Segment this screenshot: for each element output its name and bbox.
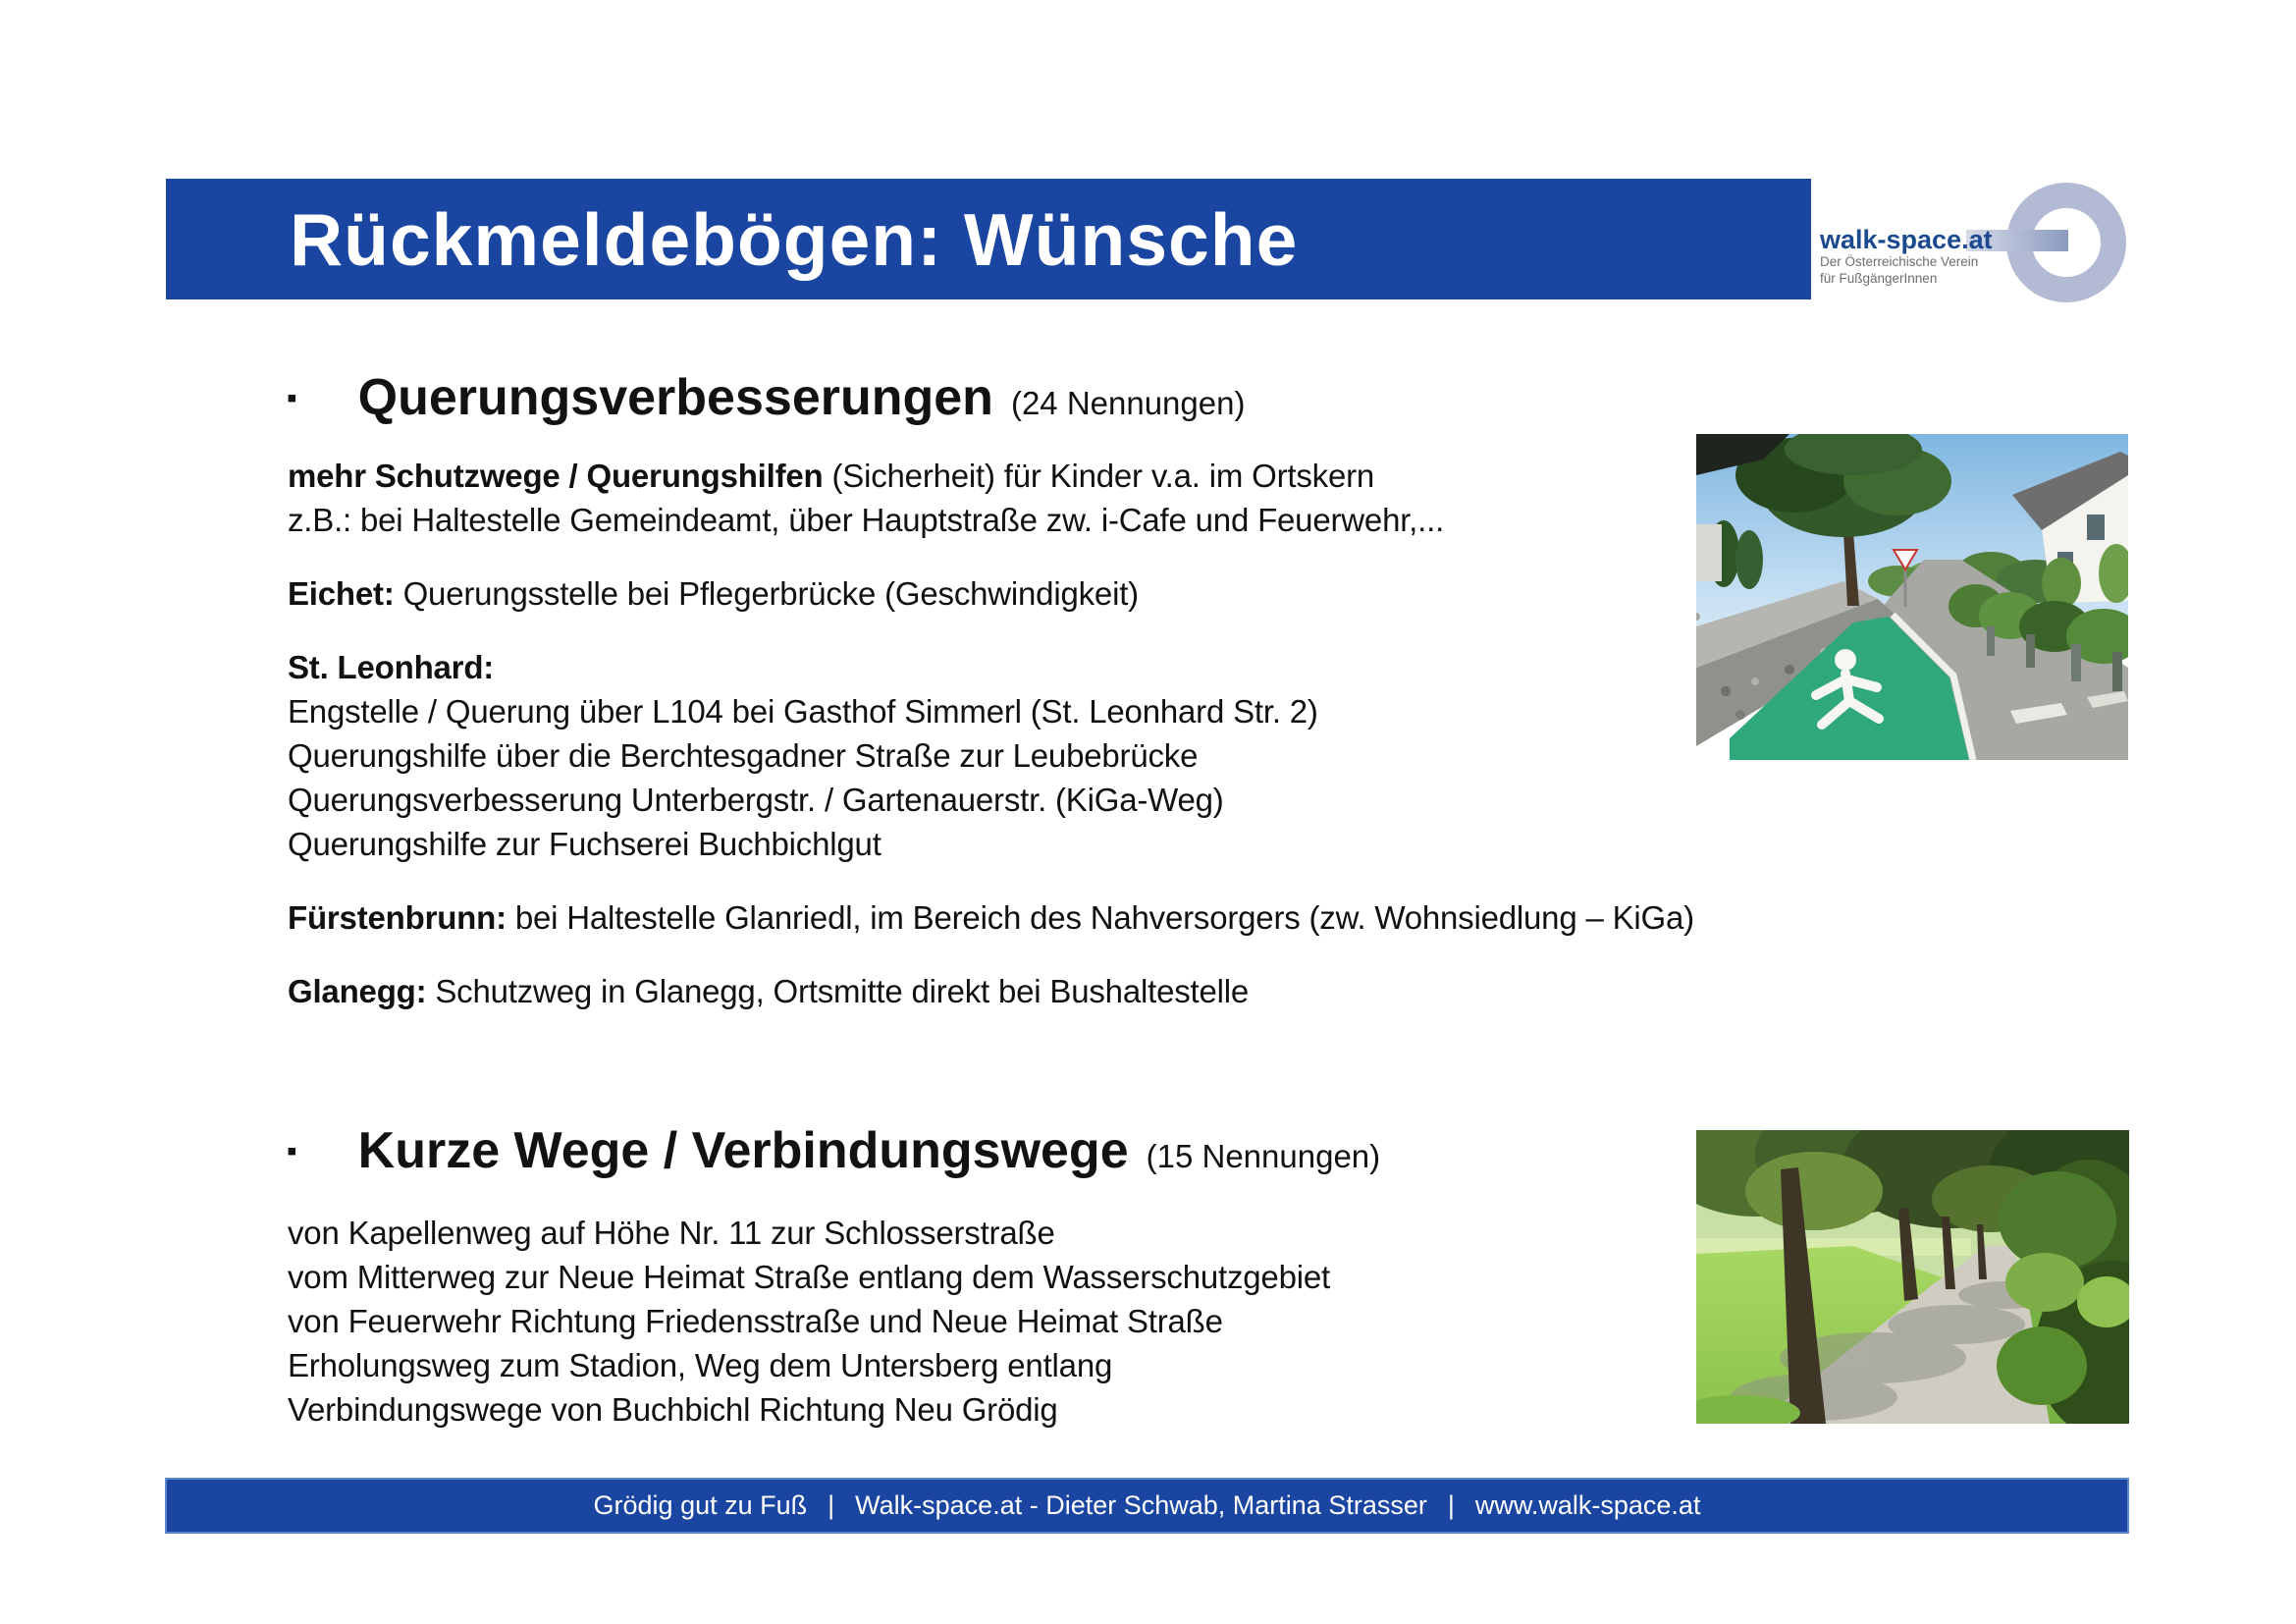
- section2-body: [288, 1211, 1897, 1432]
- section2-heading-text: Kurze Wege / Verbindungswege: [357, 1122, 1129, 1179]
- paragraph-verbindungswege: [288, 1211, 1897, 1432]
- section1-heading-text: Querungsverbesserungen: [357, 369, 993, 426]
- bullet-icon: ▪: [287, 382, 297, 414]
- bullet-icon: ▪: [287, 1135, 297, 1167]
- header-bar: [166, 179, 1811, 299]
- paragraph-text: Verbindungswege von Buchbichl Richtung Neu Grödig: [288, 1391, 1058, 1428]
- paragraph-glanegg: [288, 969, 1897, 1013]
- paragraph-st-leonhard: [288, 645, 1897, 866]
- section-heading-kurze-wege: [287, 1121, 1380, 1180]
- logo-subtitle-line1: Der Österreichische Verein: [1820, 254, 1979, 269]
- footer-project-name: Grödig gut zu Fuß: [593, 1490, 808, 1520]
- paragraph-lead-bold: Glanegg:: [288, 973, 427, 1009]
- section-heading-querungsverbesserungen: [287, 368, 1245, 427]
- footer-separator: |: [1447, 1490, 1455, 1520]
- paragraph-lead-bold: Eichet:: [288, 575, 395, 612]
- right-foliage: [1997, 1160, 2129, 1424]
- paragraph-text: Querungsstelle bei Pflegerbrücke (Geschwindigkeit): [394, 575, 1139, 612]
- footer-authors: Walk-space.at - Dieter Schwab, Martina Strasser: [855, 1490, 1427, 1520]
- page-title: Rückmeldebögen: Wünsche: [290, 197, 1299, 281]
- walkspace-logo: [1818, 165, 2201, 312]
- logo-brand-text: walk-space.at: [1820, 225, 1993, 254]
- paragraph-text: von Kapellenweg auf Höhe Nr. 11 zur Schlosserstraße: [288, 1215, 1055, 1251]
- paragraph-text: vom Mitterweg zur Neue Heimat Straße entlang dem Wasserschutzgebiet: [288, 1259, 1330, 1295]
- paragraph-lead-bold: mehr Schutzwege / Querungshilfen: [288, 458, 824, 494]
- paragraph-text: Querungshilfe zur Fuchserei Buchbichlgut: [288, 826, 881, 862]
- paragraph-text: bei Haltestelle Glanriedl, im Bereich des Nahversorgers (zw. Wohnsiedlung – KiGa): [506, 899, 1694, 936]
- paragraph-text: (Sicherheit) für Kinder v.a. im Ortskern: [823, 458, 1375, 494]
- paragraph-text: z.B.: bei Haltestelle Gemeindeamt, über Hauptstraße zw. i-Cafe und Feuerwehr,...: [288, 502, 1445, 538]
- footer-website: www.walk-space.at: [1474, 1490, 1701, 1520]
- paragraph-text: Schutzweg in Glanegg, Ortsmitte direkt bei Bushaltestelle: [426, 973, 1250, 1009]
- section2-count: (15 Nennungen): [1146, 1138, 1381, 1174]
- paragraph-fuerstenbrunn: [288, 895, 1897, 940]
- section1-count: (24 Nennungen): [1010, 385, 1246, 421]
- paragraph-text: von Feuerwehr Richtung Friedensstraße und Neue Heimat Straße: [288, 1303, 1223, 1339]
- paragraph-text: Querungsverbesserung Unterbergstr. / Gartenauerstr. (KiGa-Weg): [288, 782, 1224, 818]
- walkspace-logo-graphic: [1818, 165, 2201, 312]
- paragraph-text: Erholungsweg zum Stadion, Weg dem Untersberg entlang: [288, 1347, 1113, 1383]
- paragraph-lead-bold: St. Leonhard:: [288, 649, 495, 685]
- paragraph-schutzwege: [288, 454, 1897, 542]
- paragraph-text: Querungshilfe über die Berchtesgadner Straße zur Leubebrücke: [288, 737, 1199, 774]
- section1-body: [288, 454, 1897, 1013]
- logo-subtitle-line2: für FußgängerInnen: [1820, 271, 1938, 286]
- paragraph-lead-bold: Fürstenbrunn:: [288, 899, 507, 936]
- footer-bar: [165, 1478, 2129, 1534]
- paragraph-text: Engstelle / Querung über L104 bei Gasthof Simmerl (St. Leonhard Str. 2): [288, 693, 1318, 730]
- paragraph-eichet: [288, 571, 1897, 616]
- footer-separator: |: [828, 1490, 835, 1520]
